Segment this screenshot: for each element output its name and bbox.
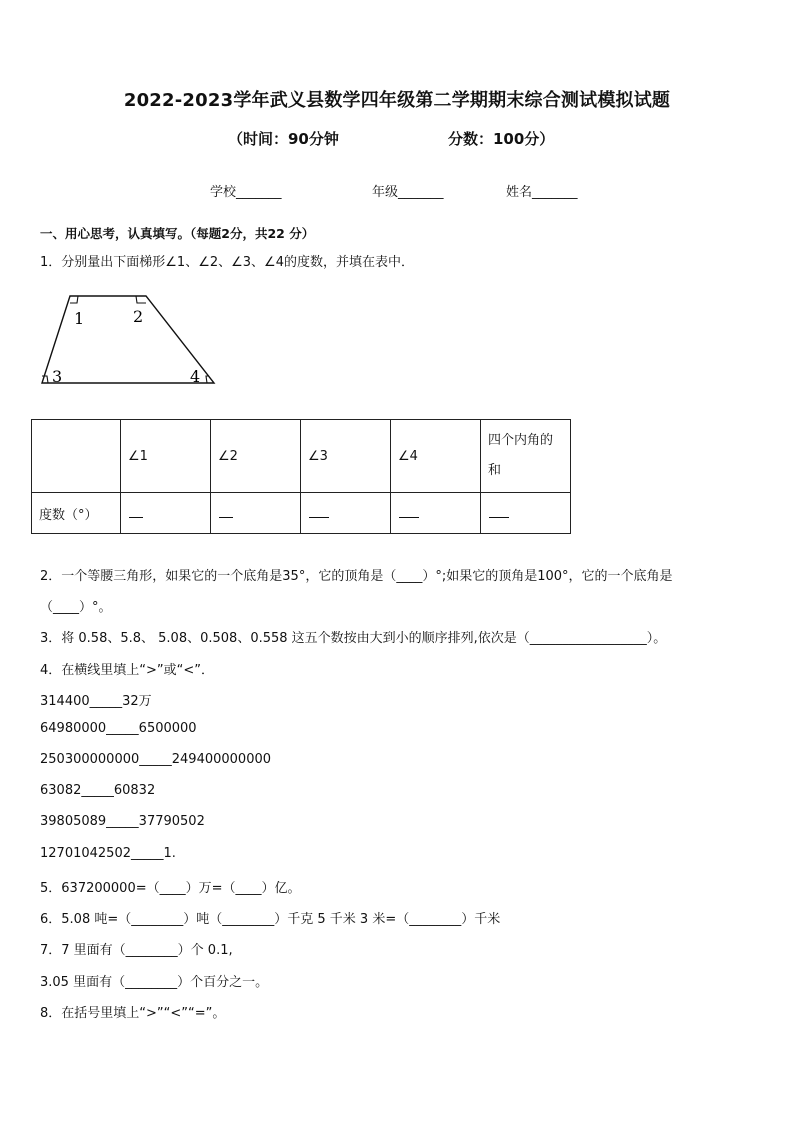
- table-header-angle-4: ∠4: [391, 420, 481, 493]
- angle-2-label: 2: [133, 307, 144, 326]
- section-heading: 一、用心思考，认真填写。（每题2分，共22 分）: [40, 226, 315, 241]
- answer-cell-angle-2[interactable]: [211, 493, 301, 534]
- angle-table: [31, 419, 571, 534]
- answer-cell-angle-1[interactable]: [121, 493, 211, 534]
- answer-cell-angle-4[interactable]: [391, 493, 481, 534]
- question-5-text: 5．637200000=（____）万=（____）亿。: [40, 881, 301, 896]
- trapezoid-diagram: [36, 290, 222, 388]
- school-field[interactable]: 学校_______: [210, 185, 282, 200]
- angle-3-label: 3: [52, 367, 63, 386]
- table-header-angle-2: ∠2: [211, 420, 301, 493]
- question-3-text: 3．将 0.58、5.8、 5.08、0.508、0.558 这五个数按由大到小的顺序排列,依次是（__________________）。: [40, 631, 667, 646]
- table-corner-cell: [32, 420, 121, 493]
- angle-1-label: 1: [74, 309, 85, 328]
- table-header-sum: 四个内角的 和: [481, 420, 571, 493]
- name-field[interactable]: 姓名_______: [506, 185, 578, 200]
- question-4-item: 39805089_____37790502: [40, 814, 205, 829]
- question-4-item: 63082_____60832: [40, 783, 156, 798]
- question-4-text: 4．在横线里填上“>”或“<”．: [40, 663, 214, 678]
- question-6-text: 6．5.08 吨=（________）吨（________）千克 5 千米 3 米=（________）千米: [40, 912, 501, 927]
- table-header-row: [32, 420, 571, 493]
- grade-field[interactable]: 年级_______: [372, 185, 444, 200]
- time-limit: （时间：90分钟: [228, 130, 339, 148]
- trapezoid-shape: [42, 296, 214, 383]
- exam-title: 2022-2023学年武义县数学四年级第二学期期末综合测试模拟试题: [123, 90, 671, 111]
- angle-1-mark: [70, 296, 78, 303]
- question-8-text: 8．在括号里填上“>”“<”“=”。: [40, 1006, 226, 1021]
- question-4-item: 250300000000_____249400000000: [40, 752, 272, 767]
- angle-4-label: 4: [190, 367, 201, 386]
- question-4-item: 12701042502_____1.: [40, 846, 176, 861]
- angle-2-mark: [136, 296, 146, 303]
- question-4-item: 314400_____32万: [40, 694, 152, 709]
- question-1-text: 1．分别量出下面梯形∠1、∠2、∠3、∠4的度数，并填在表中．: [40, 255, 414, 270]
- answer-cell-sum[interactable]: [481, 493, 571, 534]
- question-2-line-2: （____）°。: [40, 600, 112, 615]
- question-7-line-2: 3.05 里面有（________）个百分之一。: [40, 975, 269, 990]
- question-4-item: 64980000_____6500000: [40, 721, 197, 736]
- question-7-line-1: 7．7 里面有（________）个 0.1,: [40, 943, 233, 958]
- question-2-line-1: 2．一个等腰三角形，如果它的一个底角是35°，它的顶角是（____）°;如果它的顶角是100°，它的一个底角是: [40, 569, 673, 584]
- table-header-angle-3: ∠3: [301, 420, 391, 493]
- answer-cell-angle-3[interactable]: [301, 493, 391, 534]
- table-row-label: 度数（°）: [32, 493, 121, 534]
- table-header-angle-1: ∠1: [121, 420, 211, 493]
- total-score: 分数：100分）: [448, 130, 555, 148]
- table-row: [32, 493, 571, 534]
